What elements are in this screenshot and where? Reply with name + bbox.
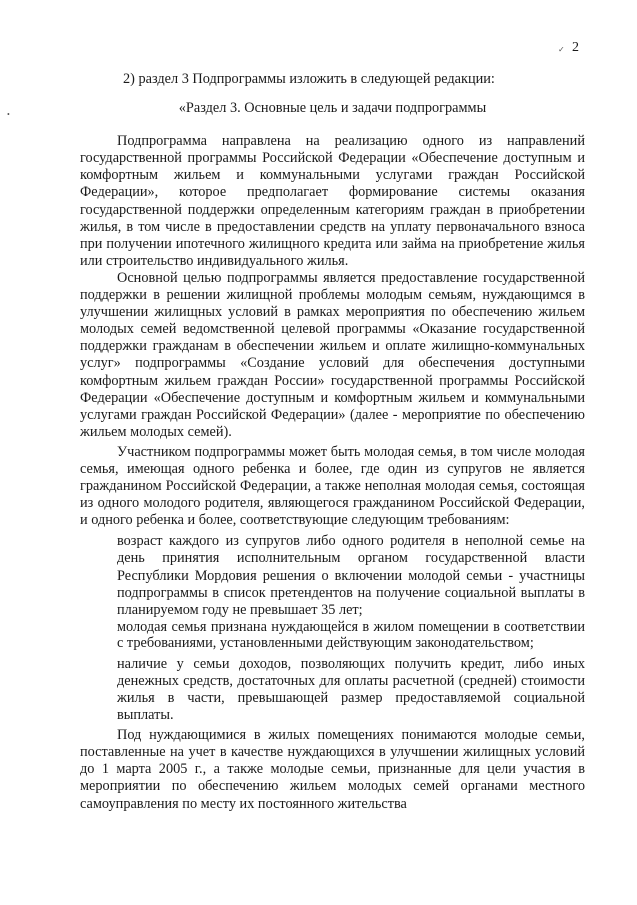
requirement-housing-need: молодая семья признана нуждающейся в жилом помещении в соответствии с требованиями, установленными действующим законодательством;: [117, 618, 585, 652]
document-body: [80, 71, 585, 813]
paragraph-participant: Участником подпрограммы может быть молодая семья, в том числе молодая семья, имеющая одного ребенка и более, где один из супругов не является гражданином Российской Федерации, а также неполная молодая семья, состоящая из одного молодого родителя, являющегося гражданином Российской Федерации, и одного ребенка и более, соответствующие следующим требованиям:: [80, 443, 585, 529]
paragraph-goal: Основной целью подпрограммы является предоставление государственной поддержки в решении жилищной проблемы молодым семьям, нуждающимся в улучшении жилищных условий в рамках мероприятия по обеспечению жильем молодых семей ведомственной целевой программы «Оказание государственной поддержки гражданам в обеспечении жильем и оплате жилищно-коммунальных услуг» подпрограммы «Создание условий для обеспечения доступными комфортным жильем граждан России» государственной программы Российской Федерации «Обеспечение доступным и комфортным жильем и коммунальными услугами граждан Российской Федерации» (далее - мероприятие по обеспечению жильем молодых семей).: [80, 269, 585, 440]
paragraph-purpose: Подпрограмма направлена на реализацию одного из направлений государственной программы Российской Федерации «Обеспечение доступным и комфортным жильем и коммунальными услугами граждан Российской Федерации», которое предполагает формирование системы оказания государственной поддержки определенным категориям граждан в приобретении жилья, в том числе в предоставлении средств на уплату первоначального взноса при получении ипотечного жилищного кредита или займа на приобретение жилья или строительство индивидуального жилья.: [80, 133, 585, 269]
section-heading: «Раздел 3. Основные цель и задачи подпрограммы: [178, 100, 487, 117]
paragraph-definition: Под нуждающимися в жилых помещениях понимаются молодые семьи, поставленные на учет в качестве нуждающихся в улучшении жилищных условий до 1 марта 2005 г., а также молодые семьи, признанные для цели участия в мероприятии по обеспечению жильем молодых семей органами местного самоуправления по месту их постоянного жительства: [80, 727, 585, 812]
requirement-age: возраст каждого из супругов либо одного родителя в неполной семье на день принятия исполнительным органом государственной власти Республики Мордовия решения о включении молодой семьи - участницы подпрограммы в список претендентов на получение социальной выплаты в планируемом году не превышает 35 лет;: [117, 533, 585, 618]
requirement-income: наличие у семьи доходов, позволяющих получить кредит, либо иных денежных средств, достаточных для оплаты расчетной (средней) стоимости жилья в части, превышающей размер предоставляемой социальной выплаты.: [117, 655, 585, 724]
page-number: 2: [572, 40, 579, 55]
intro-line: 2) раздел 3 Подпрограммы изложить в следующей редакции:: [123, 71, 495, 87]
margin-dot: •: [7, 110, 10, 119]
check-mark: ✓: [558, 45, 565, 54]
